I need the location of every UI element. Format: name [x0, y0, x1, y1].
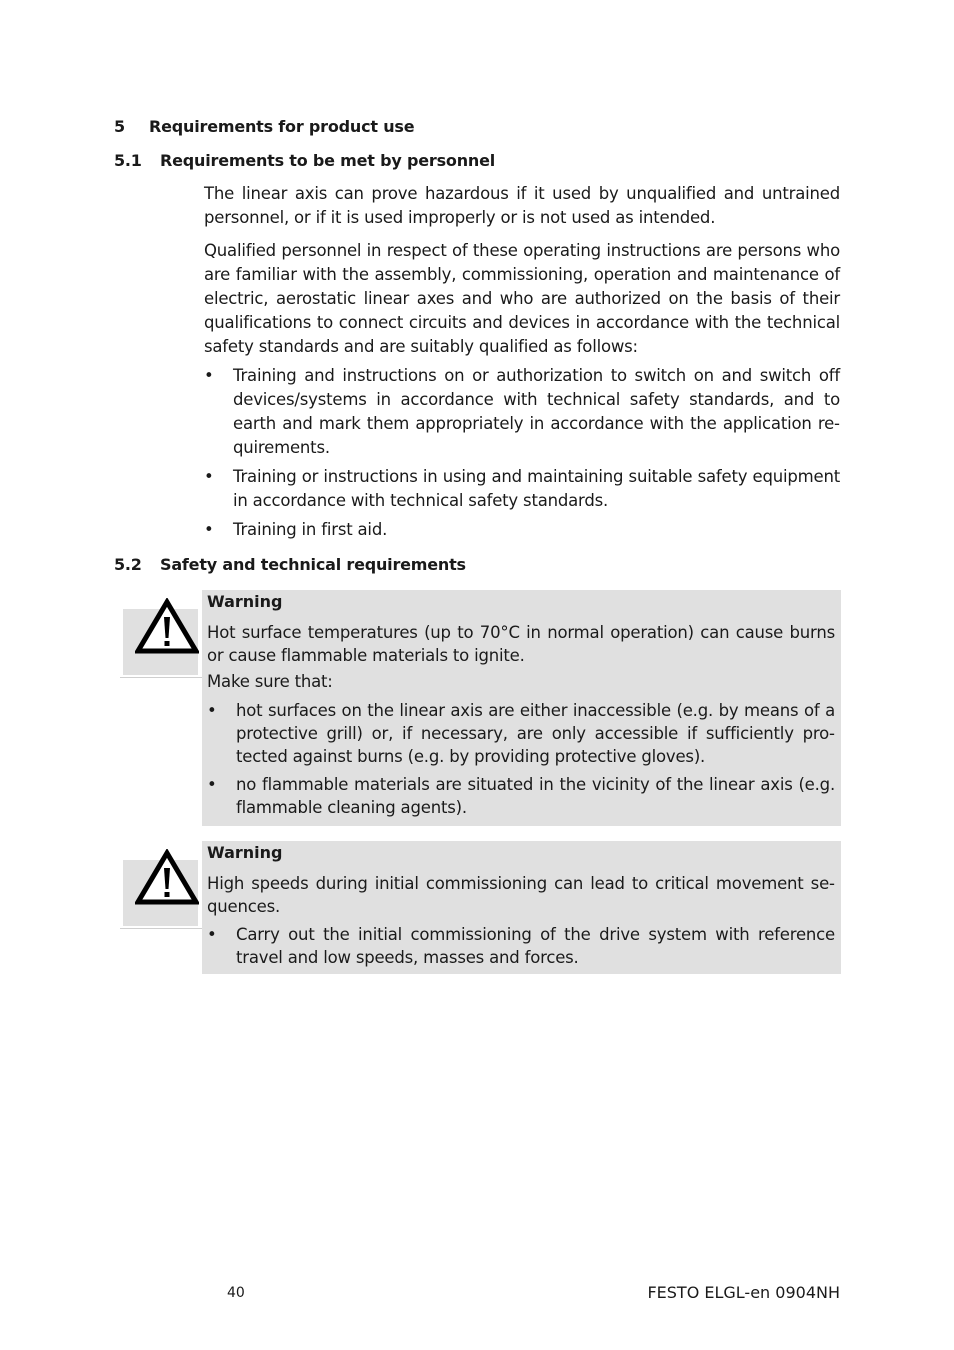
warning-text: High speeds during initial commissioning can lead to critical movement sequences. — [207, 874, 835, 916]
section-title: Safety and technical requirements — [160, 555, 466, 574]
bullet: • — [207, 775, 217, 794]
bullet: • — [207, 701, 217, 720]
bullet: • — [204, 520, 214, 539]
paragraph: Qualified personnel in respect of these operating instructions are persons who are familiar with the assembly, commissioning, operation and maintenance of electric, aerostatic linear axes and who are authorized on the basis of their qualifications to connect circuits and devices in accordance with the technical safety standards and are suitably qualified as follows: — [204, 241, 840, 356]
section-5-1-body — [204, 182, 840, 547]
warning-triangle-icon — [135, 598, 199, 656]
list-item: • no flammable materials are situated in the vicinity of the linear axis (e.g. flammable cleaning agents). — [207, 775, 835, 817]
section-title: Requirements to be met by personnel — [160, 151, 496, 170]
warning-triangle-icon — [135, 849, 199, 907]
warning-text: Hot surface temperatures (up to 70°C in normal operation) can cause burns or cause flammable materials to ignite. — [207, 623, 835, 665]
warning-title: Warning — [207, 592, 283, 611]
warning-icon-panel — [120, 609, 202, 678]
section-title: Requirements for product use — [149, 117, 415, 136]
list-item: • Carry out the initial commissioning of the drive system with reference travel and low speeds, masses and forces. — [207, 925, 835, 967]
warning-title: Warning — [207, 843, 283, 862]
document-id: FESTO ELGL-en 0904NH — [647, 1283, 840, 1302]
list-item: • hot surfaces on the linear axis are either inaccessible (e.g. by means of a protective grill) or, if necessary, are only accessible if sufficiently protected against burns (e.g. by providing protective gloves). — [207, 701, 835, 766]
bullet: • — [204, 467, 214, 486]
warning-box — [202, 590, 841, 826]
warning-list — [207, 923, 835, 969]
section-number: 5 — [114, 117, 125, 136]
paragraph: The linear axis can prove hazardous if it used by unqualified and untrained personnel, or if it is used improperly or is not used as intended. — [204, 184, 840, 227]
warning-lead: Make sure that: — [207, 672, 333, 691]
page-number: 40 — [227, 1285, 245, 1301]
bullet: • — [204, 366, 214, 385]
section-number: 5.2 — [114, 555, 142, 574]
bullet: • — [207, 925, 217, 944]
warning-icon-panel — [120, 860, 202, 929]
warning-box — [202, 841, 841, 974]
warning-list — [207, 699, 835, 819]
list-item: • Training and instructions on or authorization to switch on and switch off devices/systems in accordance with technical safety standards, and to earth and mark them appropriately in accordance with the application requirements. — [204, 366, 840, 457]
section-number: 5.1 — [114, 151, 142, 170]
list-item: • Training or instructions in using and maintaining suitable safety equipment in accordance with technical safety standards. — [204, 467, 840, 510]
list-item: • Training in first aid. — [204, 518, 840, 542]
qualification-list — [204, 364, 840, 542]
